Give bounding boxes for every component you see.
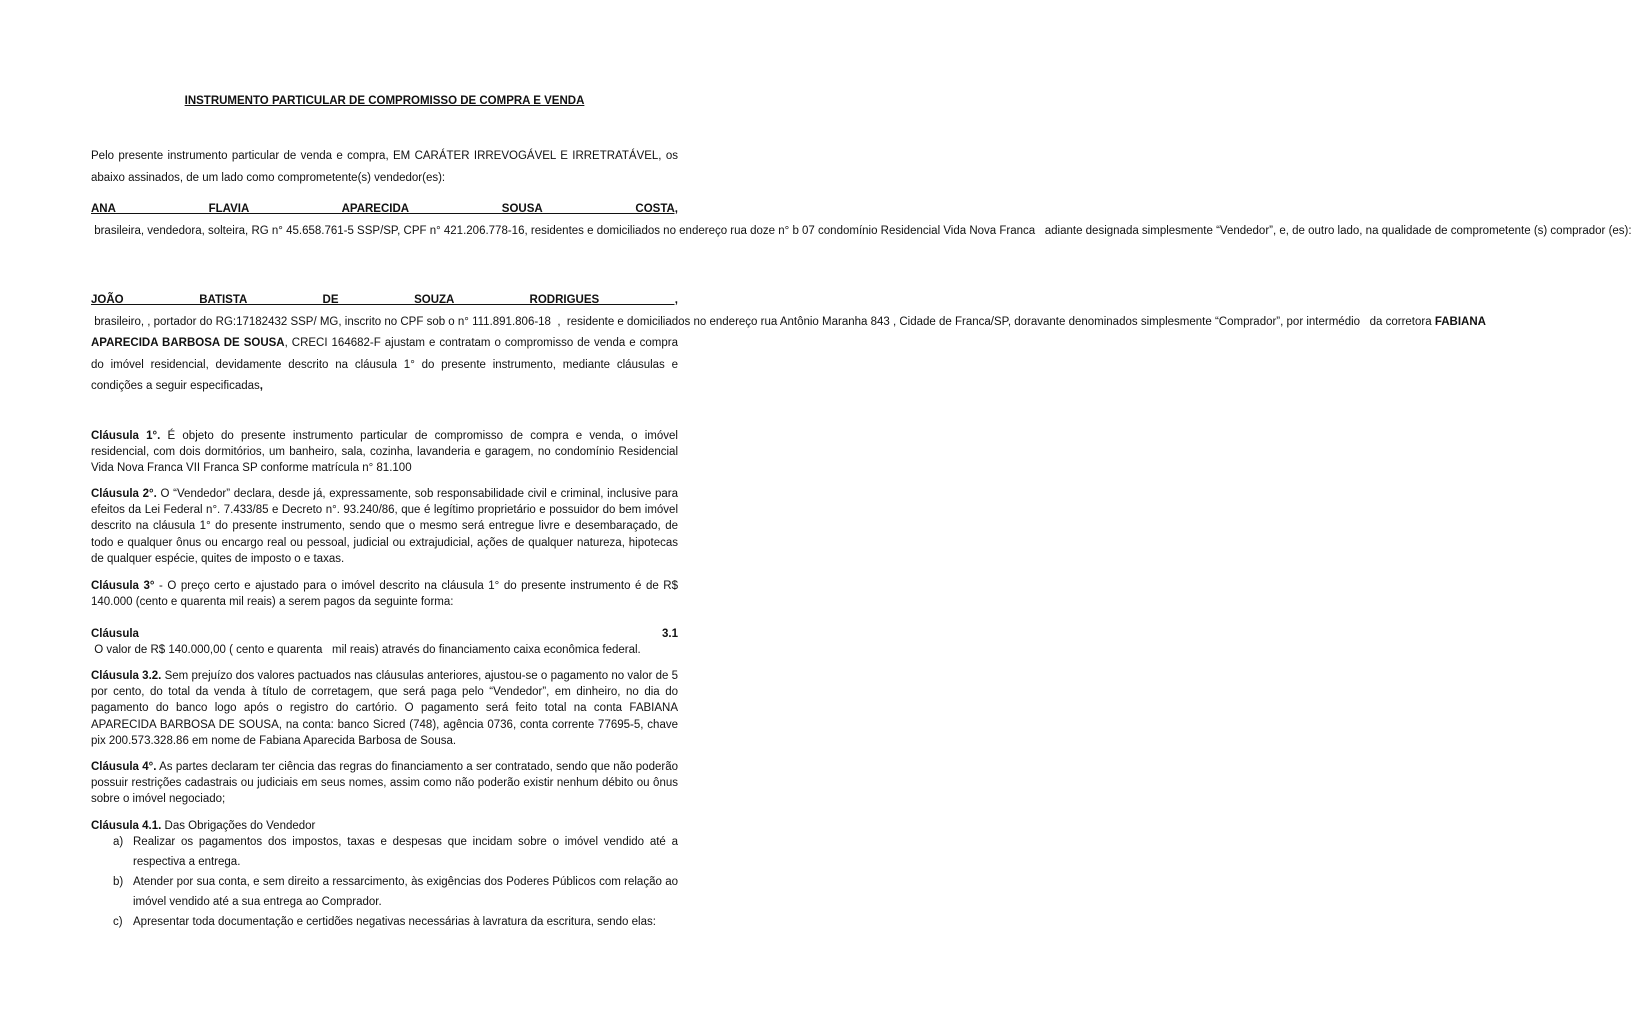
clause-4 [91,759,678,808]
clause-2 [91,486,678,567]
clause-label: Cláusula 1°. [91,430,161,442]
obligation-item-a [113,832,678,872]
list-marker: b) [113,876,124,888]
obligation-text: Atender por sua conta, e sem direito a ressarcimento, às exigências dos Poderes Públicos com relação ao imóvel vendido até a sua entrega ao Comprador. [133,876,678,908]
obligation-text: Realizar os pagamentos dos impostos, taxas e despesas que incidam sobre o imóvel vendido até a respectiva a entrega. [133,836,678,868]
clause-label: Cláusula 3.1 [91,628,678,640]
clause-text: Sem prejuízo dos valores pactuados nas cláusulas anteriores, ajustou-se o pagamento no valor de 5 por cento, do total da venda à título de corretagem, que será paga pelo “Vendedor”, em dinheiro, no dia do pagamento do banco logo após o registro do cartório. O pagamento será feito total na conta FABIANA APARECIDA BARBOSA DE SOUSA, na conta: banco Sicred (748), agência 0736, conta corrente 77695-5, chave pix 200.573.328.86 em nome de Fabiana Aparecida Barbosa de Sousa. [91,670,678,747]
buyer-details: brasileiro, , portador do RG:17182432 SSP/ MG, inscrito no CPF sob o n° 111.891.806-18 , residente e domiciliados no endereço rua Antônio Maranha 843 , Cidade de Franca/SP, doravante denominados simplesmente “Comprador”, por intermédio da corretora [91,315,1435,328]
clause-label: Cláusula 2°. [91,488,157,500]
buyer-details-continued: , CRECI 164682-F ajustam e contratam o compromisso de venda e compra do imóvel residencial, devidamente descrito na cláusula 1° do presente instrumento, mediante cláusulas e condições a seguir especificadas [91,337,678,393]
clause-text: - O preço certo e ajustado para o imóvel descrito na cláusula 1° do presente instrumento é de R$ 140.000 (cento e quarenta mil reais) a serem pagos da seguinte forma: [91,580,679,609]
buyer-paragraph-end: , [259,380,263,393]
document-title: INSTRUMENTO PARTICULAR DE COMPROMISSO DE COMPRA E VENDA [184,95,585,107]
obligation-item-c [113,912,678,932]
obligation-text: Apresentar toda documentação e certidões negativas necessárias à lavratura da escritura, sendo elas: [133,916,656,928]
clause-label: Cláusula 4.1. [91,820,162,832]
clause-text: O “Vendedor” declara, desde já, expressamente, sob responsabilidade civil e criminal, inclusive para efeitos da Lei Federal n°. 7.433/85 e Decreto n°. 93.240/86, que é legítimo proprietário e possuidor do bem imóvel descrito na cláusula 1° do presente instrumento, sendo que o mesmo será entregue livre e desembaraçado, de todo e qualquer ônus ou encargo real ou pessoal, judicial ou extrajudicial, ações de qualquer natureza, hipotecas de qualquer espécie, quites de imposto o e taxas. [91,488,678,565]
intro-paragraph: Pelo presente instrumento particular de venda e compra, EM CARÁTER IRREVOGÁVEL E IRRETRATÁVEL, os abaixo assinados, de um lado como comprometente(s) vendedor(es): [91,150,678,184]
clause-3-1 [91,626,678,658]
buyer-paragraph [91,290,1486,398]
seller-details: brasileira, vendedora, solteira, RG n° 45.658.761-5 SSP/SP, CPF n° 421.206.778-16, residentes e domiciliados no endereço rua doze n° b 07 condomínio Residencial Vida Nova Franca adiante designada simplesmente “Vendedor”, e, de outro lado, na qualidade de comprometente (s) comprador (es): [91,224,1632,237]
seller-paragraph [91,199,1632,242]
clause-text: Das Obrigações do Vendedor [161,820,316,832]
clause-label: Cláusula 3.2. [91,670,162,682]
clause-3 [91,578,678,610]
obligation-item-b [113,872,678,912]
clause-text: É objeto do presente instrumento particular de compromisso de compra e venda, o imóvel residencial, com dois dormitórios, um banheiro, sala, cozinha, lavanderia e garagem, no condomínio Residencial Vida Nova Franca VII Franca SP conforme matrícula n° 81.100 [91,430,678,475]
clause-label: Cláusula 3° [91,580,155,592]
list-marker: c) [113,916,123,928]
clause-text: O valor de R$ 140.000,00 ( cento e quarenta mil reais) através do financiamento caixa econômica federal. [91,644,641,657]
broker-name: FABIANA APARECIDA BARBOSA DE SOUSA [91,315,1486,350]
clause-1 [91,428,678,477]
buyer-name: JOÃO BATISTA DE SOUZA RODRIGUES , [91,294,678,306]
seller-name: ANA FLAVIA APARECIDA SOUSA COSTA, [91,203,678,215]
clause-text: As partes declaram ter ciência das regras do financiamento a ser contratado, sendo que não poderão possuir restrições cadastrais ou judiciais em seus nomes, assim como não poderão existir nenhum débito ou ônus sobre o imóvel negociado; [91,761,678,806]
clause-3-2 [91,668,678,749]
clause-label: Cláusula 4°. [91,761,157,773]
list-marker: a) [113,836,124,848]
